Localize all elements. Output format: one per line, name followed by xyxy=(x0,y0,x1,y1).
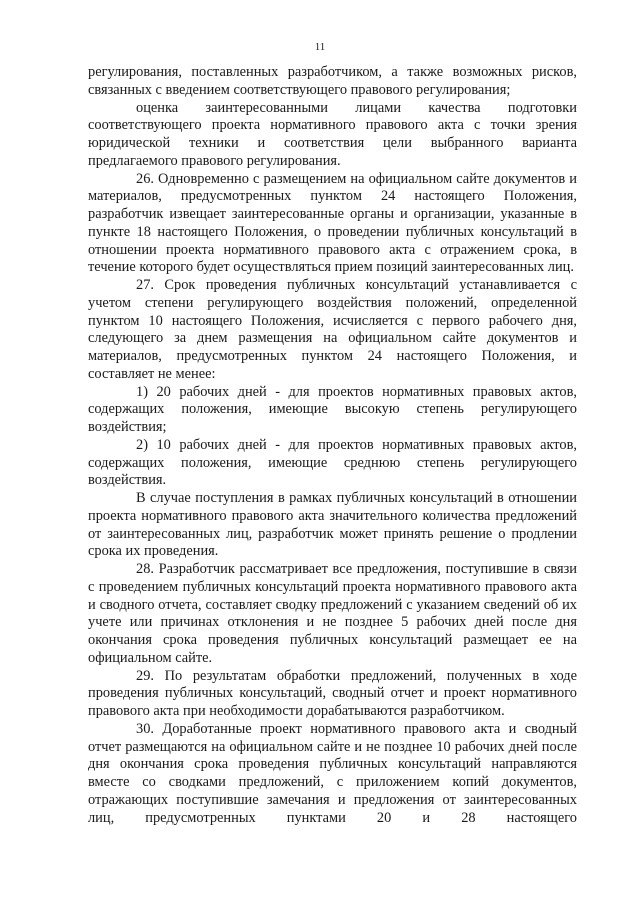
paragraph-26: 26. Одновременно с размещением на официальном сайте документов и материалов, предусмотренных пунктом 24 настоящего Положения, разработчик извещает заинтересованные органы и организации, указанные в пункте 18 настоящего Положения, о проведении публичных консультаций в отношении проекта нормативного правового акта с отражением срока, в течение которого будет осуществляться прием позиций заинтересованных лиц. xyxy=(88,170,577,276)
paragraph-27-item-2: 2) 10 рабочих дней - для проектов нормативных правовых актов, содержащих положения, имеющие среднюю степень регулирующего воздействия. xyxy=(88,436,577,489)
document-body xyxy=(88,64,577,827)
paragraph-30: 30. Доработанные проект нормативного правового акта и сводный отчет размещаются на официальном сайте и не позднее 10 рабочих дней после дня окончания срока проведения публичных консультаций направляются вместе со сводками предложений, с приложением копий документов, отражающих поступившие замечания и предложения от заинтересованных лиц, предусмотренных пунктами 20 и 28 настоящего xyxy=(88,720,577,826)
page-number: 11 xyxy=(314,41,326,53)
paragraph-28: 28. Разработчик рассматривает все предложения, поступившие в связи с проведением публичных консультаций проекта нормативного правового акта и сводного отчета, составляет сводку предложений с указанием сведений об их учете или причинах отклонения и не позднее 5 рабочих дней после дня окончания срока проведения публичных консультаций размещает ее на официальном сайте. xyxy=(88,561,577,666)
paragraph-continuation: регулирования, поставленных разработчиком, а также возможных рисков, связанных с введением соответствующего правового регулирования; xyxy=(88,64,577,98)
paragraph-extension: В случае поступления в рамках публичных консультаций в отношении проекта нормативного правового акта значительного количества предложений от заинтересованных лиц, разработчик может принять решение о продлении срока их проведения. xyxy=(88,490,577,560)
paragraph-27: 27. Срок проведения публичных консультаций устанавливается с учетом степени регулирующего воздействия положений, определенной пунктом 10 настоящего Положения, исчисляется с первого рабочего дня, следующего за днем размещения на официальном сайте документов и материалов, предусмотренных пунктом 24 настоящего Положения, и составляет не менее: xyxy=(88,277,577,382)
paragraph-assessment: оценка заинтересованными лицами качества подготовки соответствующего проекта нормативного правового акта с точки зрения юридической техники и соответствия цели выбранного варианта предлагаемого правового регулирования. xyxy=(88,99,577,169)
paragraph-29: 29. По результатам обработки предложений, полученных в ходе проведения публичных консультаций, сводный отчет и проект нормативного правового акта при необходимости дорабатываются разработчиком. xyxy=(88,667,577,719)
paragraph-27-item-1: 1) 20 рабочих дней - для проектов нормативных правовых актов, содержащих положения, имеющие высокую степень регулирующего воздействия; xyxy=(88,383,577,435)
